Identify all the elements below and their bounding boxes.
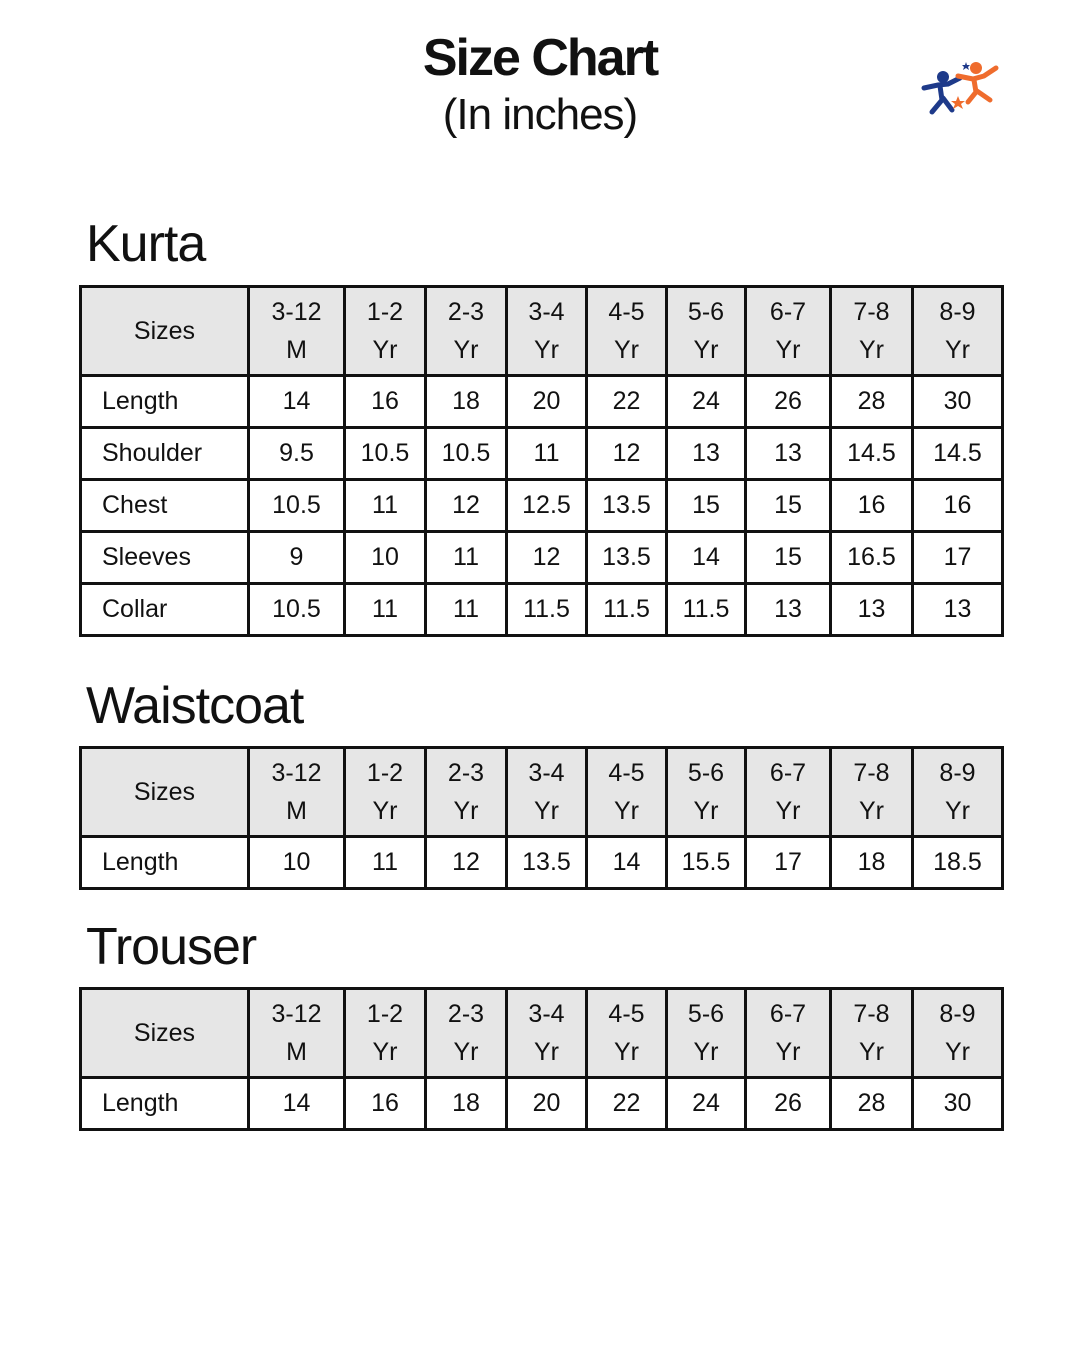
measurement-value: 15 — [667, 480, 746, 532]
size-header-cell — [345, 287, 426, 376]
size-header-cell — [587, 989, 667, 1078]
measurement-value: 20 — [507, 1078, 587, 1130]
measurement-value: 9 — [249, 532, 345, 584]
measurement-value: 10.5 — [345, 428, 426, 480]
measurement-value: 11.5 — [667, 584, 746, 636]
table-row — [81, 837, 1003, 889]
measurement-value: 17 — [913, 532, 1003, 584]
size-range: 1-2 — [366, 759, 404, 787]
size-header-cell — [587, 287, 667, 376]
section-title-kurta: Kurta — [86, 215, 206, 273]
measurement-value: 13 — [831, 584, 913, 636]
measurement-value: 16 — [831, 480, 913, 532]
trouser-size-table — [79, 987, 1004, 1131]
table-row — [81, 584, 1003, 636]
size-header-cell — [345, 748, 426, 837]
measurement-value: 22 — [587, 1078, 667, 1130]
table-row — [81, 532, 1003, 584]
table-row — [81, 376, 1003, 428]
measurement-value: 17 — [746, 837, 831, 889]
measurement-value: 28 — [831, 376, 913, 428]
size-range: 4-5 — [608, 759, 645, 787]
measurement-label: Sleeves — [81, 532, 249, 584]
measurement-value: 24 — [667, 376, 746, 428]
measurement-value: 16 — [345, 1078, 426, 1130]
size-header-cell — [831, 748, 913, 837]
size-range: 2-3 — [447, 1000, 485, 1028]
measurement-value: 10 — [345, 532, 426, 584]
measurement-value: 14 — [249, 1078, 345, 1130]
size-range: 2-3 — [447, 759, 485, 787]
measurement-value: 16 — [913, 480, 1003, 532]
size-range: 7-8 — [853, 1000, 890, 1028]
measurement-label: Length — [81, 376, 249, 428]
size-range: 6-7 — [769, 759, 807, 787]
measurement-value: 22 — [587, 376, 667, 428]
measurement-value: 12 — [507, 532, 587, 584]
size-header-cell — [249, 989, 345, 1078]
table-row — [81, 1078, 1003, 1130]
measurement-value: 10 — [249, 837, 345, 889]
size-header-cell — [426, 748, 507, 837]
measurement-value: 20 — [507, 376, 587, 428]
sizes-header-cell: Sizes — [81, 989, 249, 1078]
size-header-cell — [831, 989, 913, 1078]
measurement-value: 18 — [831, 837, 913, 889]
measurement-value: 30 — [913, 376, 1003, 428]
size-range: 5-6 — [687, 298, 725, 326]
measurement-value: 13 — [746, 428, 831, 480]
size-header-cell — [913, 287, 1003, 376]
size-header-cell — [507, 748, 587, 837]
measurement-value: 11 — [345, 584, 426, 636]
measurement-value: 18 — [426, 376, 507, 428]
measurement-value: 11 — [426, 584, 507, 636]
size-header-cell — [426, 287, 507, 376]
measurement-value: 18 — [426, 1078, 507, 1130]
measurement-value: 10.5 — [426, 428, 507, 480]
size-header-cell — [426, 989, 507, 1078]
size-header-cell — [667, 287, 746, 376]
measurement-value: 13 — [913, 584, 1003, 636]
measurement-value: 14.5 — [831, 428, 913, 480]
size-unit: Yr — [775, 1038, 801, 1066]
size-range: 2-3 — [447, 298, 485, 326]
table-header-row — [81, 287, 1003, 376]
size-range: 4-5 — [608, 298, 645, 326]
size-unit: Yr — [614, 1038, 639, 1066]
measurement-value: 11 — [426, 532, 507, 584]
size-range: 3-4 — [528, 298, 565, 326]
size-unit: Yr — [453, 797, 479, 825]
size-unit: Yr — [945, 336, 970, 364]
size-unit: Yr — [693, 797, 719, 825]
section-title-waistcoat: Waistcoat — [86, 677, 304, 735]
size-unit: Yr — [534, 797, 559, 825]
size-unit: Yr — [372, 1038, 398, 1066]
measurement-value: 11 — [345, 837, 426, 889]
measurement-value: 15 — [746, 480, 831, 532]
measurement-value: 11.5 — [587, 584, 667, 636]
measurement-value: 13.5 — [507, 837, 587, 889]
table-header-row — [81, 748, 1003, 837]
table-row — [81, 428, 1003, 480]
measurement-value: 18.5 — [913, 837, 1003, 889]
size-unit: Yr — [453, 1038, 479, 1066]
measurement-value: 14 — [667, 532, 746, 584]
size-unit: Yr — [945, 797, 970, 825]
size-header-cell — [913, 989, 1003, 1078]
size-range: 8-9 — [939, 1000, 976, 1028]
page-subtitle: (In inches) — [442, 90, 638, 139]
measurement-label: Length — [81, 837, 249, 889]
size-range: 3-12 — [271, 298, 322, 326]
size-range: 6-7 — [769, 1000, 807, 1028]
size-unit: Yr — [859, 797, 884, 825]
measurement-value: 15.5 — [667, 837, 746, 889]
size-range: 3-12 — [271, 759, 322, 787]
measurement-label: Shoulder — [81, 428, 249, 480]
measurement-value: 9.5 — [249, 428, 345, 480]
measurement-value: 13.5 — [587, 532, 667, 584]
measurement-value: 30 — [913, 1078, 1003, 1130]
size-header-cell — [746, 287, 831, 376]
measurement-value: 10.5 — [249, 480, 345, 532]
measurement-value: 10.5 — [249, 584, 345, 636]
size-header-cell — [249, 287, 345, 376]
measurement-value: 26 — [746, 376, 831, 428]
size-range: 7-8 — [853, 298, 890, 326]
size-header-cell — [831, 287, 913, 376]
size-unit: Yr — [453, 336, 479, 364]
size-unit: Yr — [614, 336, 639, 364]
size-header-cell — [746, 989, 831, 1078]
measurement-value: 14 — [249, 376, 345, 428]
measurement-label: Collar — [81, 584, 249, 636]
measurement-value: 14.5 — [913, 428, 1003, 480]
measurement-label: Chest — [81, 480, 249, 532]
size-unit: Yr — [693, 1038, 719, 1066]
size-header-cell — [667, 989, 746, 1078]
section-title-trouser: Trouser — [86, 918, 257, 976]
table-header-row — [81, 989, 1003, 1078]
measurement-value: 12 — [426, 837, 507, 889]
size-unit: Yr — [534, 1038, 559, 1066]
measurement-value: 11 — [507, 428, 587, 480]
size-header-cell — [667, 748, 746, 837]
measurement-value: 14 — [587, 837, 667, 889]
size-range: 7-8 — [853, 759, 890, 787]
measurement-value: 12.5 — [507, 480, 587, 532]
sizes-header-cell: Sizes — [81, 748, 249, 837]
measurement-label: Length — [81, 1078, 249, 1130]
size-unit: Yr — [775, 797, 801, 825]
size-unit: Yr — [534, 336, 559, 364]
size-range: 8-9 — [939, 759, 976, 787]
page-title: Size Chart — [422, 29, 658, 87]
size-range: 8-9 — [939, 298, 976, 326]
size-unit: Yr — [372, 797, 398, 825]
size-range: 1-2 — [366, 298, 404, 326]
measurement-value: 12 — [426, 480, 507, 532]
size-range: 1-2 — [366, 1000, 404, 1028]
measurement-value: 13.5 — [587, 480, 667, 532]
size-header-cell — [345, 989, 426, 1078]
size-unit: M — [286, 1038, 307, 1066]
measurement-value: 24 — [667, 1078, 746, 1130]
size-range: 3-4 — [528, 1000, 565, 1028]
size-unit: Yr — [372, 336, 398, 364]
measurement-value: 11.5 — [507, 584, 587, 636]
size-range: 3-12 — [271, 1000, 322, 1028]
size-range: 3-4 — [528, 759, 565, 787]
size-unit: Yr — [859, 336, 884, 364]
measurement-value: 12 — [587, 428, 667, 480]
measurement-value: 28 — [831, 1078, 913, 1130]
size-header-cell — [587, 748, 667, 837]
size-unit: Yr — [945, 1038, 970, 1066]
waistcoat-size-table — [79, 746, 1004, 890]
measurement-value: 16.5 — [831, 532, 913, 584]
measurement-value: 15 — [746, 532, 831, 584]
measurement-value: 16 — [345, 376, 426, 428]
size-unit: Yr — [859, 1038, 884, 1066]
kids-logo-icon — [918, 58, 1000, 118]
measurement-value: 11 — [345, 480, 426, 532]
size-unit: M — [286, 336, 307, 364]
size-header-cell — [507, 287, 587, 376]
size-range: 5-6 — [687, 1000, 725, 1028]
size-unit: Yr — [693, 336, 719, 364]
size-range: 6-7 — [769, 298, 807, 326]
measurement-value: 26 — [746, 1078, 831, 1130]
size-header-cell — [746, 748, 831, 837]
size-unit: Yr — [614, 797, 639, 825]
measurement-value: 13 — [746, 584, 831, 636]
size-range: 4-5 — [608, 1000, 645, 1028]
size-header-cell — [913, 748, 1003, 837]
table-row — [81, 480, 1003, 532]
size-unit: Yr — [775, 336, 801, 364]
size-header-cell — [507, 989, 587, 1078]
size-range: 5-6 — [687, 759, 725, 787]
size-unit: M — [286, 797, 307, 825]
size-header-cell — [249, 748, 345, 837]
measurement-value: 13 — [667, 428, 746, 480]
kurta-size-table — [79, 285, 1004, 637]
sizes-header-cell: Sizes — [81, 287, 249, 376]
